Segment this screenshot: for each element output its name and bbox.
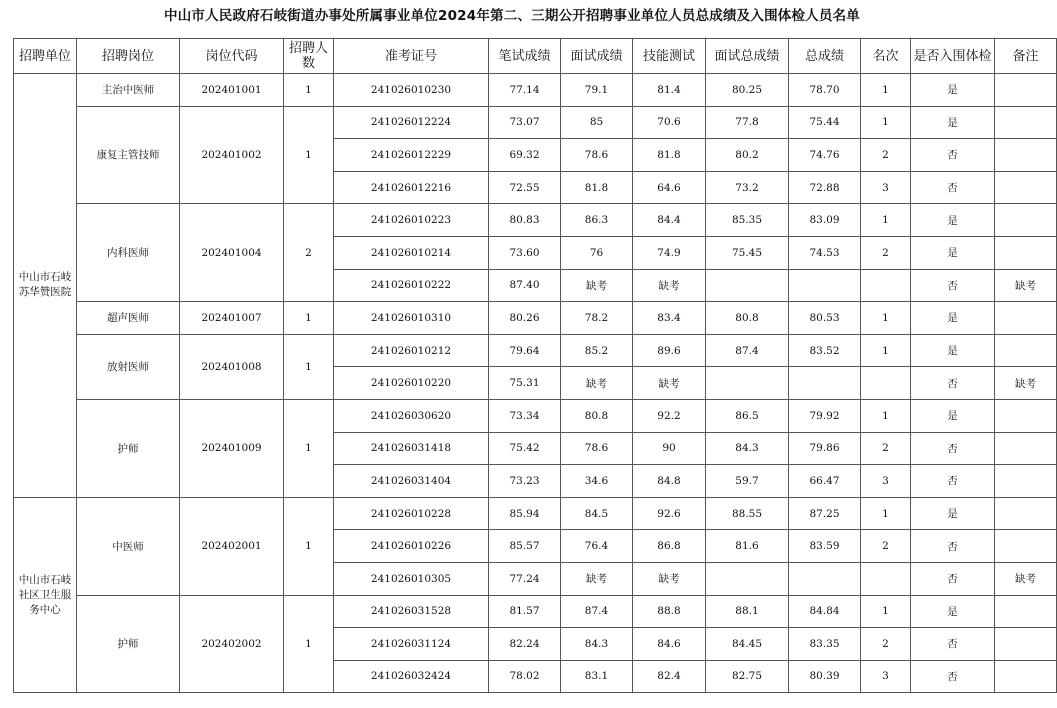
interview-score-cell: 83.1 — [561, 660, 633, 693]
physical-exam-cell: 是 — [911, 334, 995, 367]
written-score-cell: 73.07 — [489, 106, 561, 139]
written-score-cell: 81.57 — [489, 595, 561, 628]
written-score-cell: 73.34 — [489, 399, 561, 432]
written-score-cell: 73.23 — [489, 465, 561, 498]
exam-id-cell: 241026032424 — [334, 660, 489, 693]
interview-total-cell: 86.5 — [706, 399, 789, 432]
physical-exam-cell: 是 — [911, 236, 995, 269]
exam-id-cell: 241026010226 — [334, 530, 489, 563]
skill-score-cell: 70.6 — [633, 106, 706, 139]
table-row — [14, 302, 1057, 335]
header-count: 招聘人数 — [284, 39, 334, 74]
interview-score-cell: 缺考 — [561, 367, 633, 400]
exam-id-cell: 241026012229 — [334, 139, 489, 172]
interview-total-cell: 84.3 — [706, 432, 789, 465]
page-title: 中山市人民政府石岐街道办事处所属事业单位2024年第二、三期公开招聘事业单位人员总成绩及入围体检人员名单 — [164, 8, 860, 24]
written-score-cell: 72.55 — [489, 171, 561, 204]
header-post: 招聘岗位 — [77, 39, 180, 74]
remark-cell — [995, 465, 1057, 498]
interview-score-cell: 缺考 — [561, 562, 633, 595]
skill-score-cell: 86.8 — [633, 530, 706, 563]
hire-count-cell: 1 — [284, 497, 334, 595]
post-code-cell: 202401009 — [180, 399, 284, 497]
table-row — [14, 595, 1057, 628]
physical-exam-cell: 是 — [911, 204, 995, 237]
total-score-cell: 74.76 — [789, 139, 861, 172]
interview-score-cell: 86.3 — [561, 204, 633, 237]
interview-score-cell: 78.6 — [561, 139, 633, 172]
table-body — [14, 74, 1057, 693]
exam-id-cell: 241026031124 — [334, 628, 489, 661]
written-score-cell: 78.02 — [489, 660, 561, 693]
rank-cell: 1 — [861, 334, 911, 367]
remark-cell — [995, 302, 1057, 335]
physical-exam-cell: 是 — [911, 497, 995, 530]
written-score-cell: 73.60 — [489, 236, 561, 269]
skill-score-cell: 81.4 — [633, 74, 706, 107]
hire-count-cell: 1 — [284, 302, 334, 335]
remark-cell — [995, 432, 1057, 465]
remark-cell: 缺考 — [995, 562, 1057, 595]
interview-total-cell: 88.1 — [706, 595, 789, 628]
results-table — [13, 38, 1057, 693]
interview-total-cell: 73.2 — [706, 171, 789, 204]
physical-exam-cell: 否 — [911, 660, 995, 693]
remark-cell — [995, 497, 1057, 530]
skill-score-cell: 缺考 — [633, 562, 706, 595]
skill-score-cell: 缺考 — [633, 367, 706, 400]
physical-exam-cell: 是 — [911, 74, 995, 107]
interview-total-cell: 80.25 — [706, 74, 789, 107]
exam-id-cell: 241026010223 — [334, 204, 489, 237]
remark-cell — [995, 660, 1057, 693]
rank-cell: 1 — [861, 74, 911, 107]
remark-cell — [995, 236, 1057, 269]
total-score-cell: 66.47 — [789, 465, 861, 498]
skill-score-cell: 83.4 — [633, 302, 706, 335]
total-score-cell: 75.44 — [789, 106, 861, 139]
interview-total-cell: 80.8 — [706, 302, 789, 335]
total-score-cell — [789, 562, 861, 595]
skill-score-cell: 82.4 — [633, 660, 706, 693]
interview-total-cell: 87.4 — [706, 334, 789, 367]
total-score-cell: 74.53 — [789, 236, 861, 269]
total-score-cell: 79.92 — [789, 399, 861, 432]
post-cell: 护师 — [77, 595, 180, 693]
remark-cell — [995, 530, 1057, 563]
post-code-cell: 202402001 — [180, 497, 284, 595]
total-score-cell: 84.84 — [789, 595, 861, 628]
interview-total-cell — [706, 367, 789, 400]
skill-score-cell: 89.6 — [633, 334, 706, 367]
exam-id-cell: 241026010220 — [334, 367, 489, 400]
hire-count-cell: 1 — [284, 74, 334, 107]
remark-cell — [995, 595, 1057, 628]
skill-score-cell: 90 — [633, 432, 706, 465]
interview-total-cell — [706, 269, 789, 302]
table-row — [14, 399, 1057, 432]
written-score-cell: 87.40 — [489, 269, 561, 302]
written-score-cell: 75.42 — [489, 432, 561, 465]
written-score-cell: 82.24 — [489, 628, 561, 661]
table-row — [14, 334, 1057, 367]
remark-cell — [995, 204, 1057, 237]
post-code-cell: 202401004 — [180, 204, 284, 302]
rank-cell — [861, 367, 911, 400]
total-score-cell: 80.53 — [789, 302, 861, 335]
rank-cell: 3 — [861, 465, 911, 498]
post-cell: 康复主管技师 — [77, 106, 180, 204]
exam-id-cell: 241026010305 — [334, 562, 489, 595]
rank-cell: 1 — [861, 302, 911, 335]
rank-cell: 1 — [861, 399, 911, 432]
interview-score-cell: 78.2 — [561, 302, 633, 335]
total-score-cell: 83.52 — [789, 334, 861, 367]
post-cell: 主治中医师 — [77, 74, 180, 107]
table-row — [14, 204, 1057, 237]
interview-score-cell: 76.4 — [561, 530, 633, 563]
rank-cell — [861, 269, 911, 302]
written-score-cell: 77.24 — [489, 562, 561, 595]
total-score-cell: 87.25 — [789, 497, 861, 530]
rank-cell: 3 — [861, 171, 911, 204]
rank-cell: 2 — [861, 432, 911, 465]
rank-cell: 2 — [861, 139, 911, 172]
total-score-cell: 80.39 — [789, 660, 861, 693]
skill-score-cell: 64.6 — [633, 171, 706, 204]
header-physical: 是否入围体检 — [911, 39, 995, 74]
header-remark: 备注 — [995, 39, 1057, 74]
total-score-cell: 83.09 — [789, 204, 861, 237]
header-total: 总成绩 — [789, 39, 861, 74]
remark-cell — [995, 74, 1057, 107]
physical-exam-cell: 否 — [911, 562, 995, 595]
exam-id-cell: 241026010310 — [334, 302, 489, 335]
interview-score-cell: 85 — [561, 106, 633, 139]
interview-score-cell: 80.8 — [561, 399, 633, 432]
unit-cell: 中山市石岐社区卫生服务中心 — [14, 497, 77, 693]
table-row — [14, 106, 1057, 139]
rank-cell: 2 — [861, 628, 911, 661]
rank-cell: 1 — [861, 204, 911, 237]
written-score-cell: 69.32 — [489, 139, 561, 172]
physical-exam-cell: 否 — [911, 139, 995, 172]
physical-exam-cell: 是 — [911, 399, 995, 432]
written-score-cell: 80.83 — [489, 204, 561, 237]
hire-count-cell: 1 — [284, 334, 334, 399]
rank-cell: 1 — [861, 595, 911, 628]
skill-score-cell: 84.4 — [633, 204, 706, 237]
physical-exam-cell: 是 — [911, 595, 995, 628]
hire-count-cell: 1 — [284, 399, 334, 497]
interview-total-cell: 77.8 — [706, 106, 789, 139]
interview-total-cell: 85.35 — [706, 204, 789, 237]
post-code-cell: 202401002 — [180, 106, 284, 204]
header-unit: 招聘单位 — [14, 39, 77, 74]
header-row — [14, 39, 1057, 74]
exam-id-cell: 241026012224 — [334, 106, 489, 139]
physical-exam-cell: 否 — [911, 465, 995, 498]
exam-id-cell: 241026010230 — [334, 74, 489, 107]
remark-cell — [995, 139, 1057, 172]
interview-total-cell: 84.45 — [706, 628, 789, 661]
post-code-cell: 202401008 — [180, 334, 284, 399]
interview-total-cell: 82.75 — [706, 660, 789, 693]
header-exam-id: 准考证号 — [334, 39, 489, 74]
exam-id-cell: 241026010228 — [334, 497, 489, 530]
written-score-cell: 77.14 — [489, 74, 561, 107]
written-score-cell: 75.31 — [489, 367, 561, 400]
remark-cell — [995, 628, 1057, 661]
total-score-cell — [789, 269, 861, 302]
header-interview-total: 面试总成绩 — [706, 39, 789, 74]
total-score-cell — [789, 367, 861, 400]
interview-total-cell — [706, 562, 789, 595]
post-cell: 超声医师 — [77, 302, 180, 335]
remark-cell: 缺考 — [995, 269, 1057, 302]
remark-cell — [995, 334, 1057, 367]
interview-total-cell: 88.55 — [706, 497, 789, 530]
skill-score-cell: 92.2 — [633, 399, 706, 432]
post-cell: 内科医师 — [77, 204, 180, 302]
total-score-cell: 78.70 — [789, 74, 861, 107]
interview-score-cell: 84.5 — [561, 497, 633, 530]
interview-score-cell: 84.3 — [561, 628, 633, 661]
header-code: 岗位代码 — [180, 39, 284, 74]
hire-count-cell: 1 — [284, 106, 334, 204]
exam-id-cell: 241026031418 — [334, 432, 489, 465]
post-code-cell: 202401007 — [180, 302, 284, 335]
exam-id-cell: 241026010222 — [334, 269, 489, 302]
header-interview: 面试成绩 — [561, 39, 633, 74]
interview-total-cell: 75.45 — [706, 236, 789, 269]
remark-cell — [995, 399, 1057, 432]
exam-id-cell: 241026031528 — [334, 595, 489, 628]
interview-total-cell: 80.2 — [706, 139, 789, 172]
header-rank: 名次 — [861, 39, 911, 74]
rank-cell: 3 — [861, 660, 911, 693]
skill-score-cell: 84.8 — [633, 465, 706, 498]
skill-score-cell: 81.8 — [633, 139, 706, 172]
interview-score-cell: 78.6 — [561, 432, 633, 465]
exam-id-cell: 241026010214 — [334, 236, 489, 269]
hire-count-cell: 2 — [284, 204, 334, 302]
written-score-cell: 79.64 — [489, 334, 561, 367]
exam-id-cell: 241026010212 — [334, 334, 489, 367]
rank-cell: 2 — [861, 236, 911, 269]
post-code-cell: 202401001 — [180, 74, 284, 107]
post-cell: 放射医师 — [77, 334, 180, 399]
unit-cell: 中山市石岐苏华赞医院 — [14, 74, 77, 498]
interview-score-cell: 76 — [561, 236, 633, 269]
post-code-cell: 202402002 — [180, 595, 284, 693]
interview-score-cell: 缺考 — [561, 269, 633, 302]
total-score-cell: 79.86 — [789, 432, 861, 465]
written-score-cell: 80.26 — [489, 302, 561, 335]
remark-cell: 缺考 — [995, 367, 1057, 400]
remark-cell — [995, 171, 1057, 204]
physical-exam-cell: 否 — [911, 367, 995, 400]
header-skill: 技能测试 — [633, 39, 706, 74]
exam-id-cell: 241026030620 — [334, 399, 489, 432]
interview-score-cell: 85.2 — [561, 334, 633, 367]
rank-cell: 1 — [861, 497, 911, 530]
rank-cell: 2 — [861, 530, 911, 563]
total-score-cell: 83.59 — [789, 530, 861, 563]
physical-exam-cell: 否 — [911, 432, 995, 465]
physical-exam-cell: 是 — [911, 106, 995, 139]
physical-exam-cell: 否 — [911, 269, 995, 302]
written-score-cell: 85.94 — [489, 497, 561, 530]
rank-cell — [861, 562, 911, 595]
table-row — [14, 74, 1057, 107]
total-score-cell: 72.88 — [789, 171, 861, 204]
interview-score-cell: 87.4 — [561, 595, 633, 628]
written-score-cell: 85.57 — [489, 530, 561, 563]
post-cell: 中医师 — [77, 497, 180, 595]
post-cell: 护师 — [77, 399, 180, 497]
interview-score-cell: 81.8 — [561, 171, 633, 204]
interview-score-cell: 34.6 — [561, 465, 633, 498]
table-row — [14, 497, 1057, 530]
rank-cell: 1 — [861, 106, 911, 139]
skill-score-cell: 88.8 — [633, 595, 706, 628]
interview-total-cell: 81.6 — [706, 530, 789, 563]
physical-exam-cell: 否 — [911, 628, 995, 661]
skill-score-cell: 缺考 — [633, 269, 706, 302]
exam-id-cell: 241026031404 — [334, 465, 489, 498]
skill-score-cell: 74.9 — [633, 236, 706, 269]
interview-score-cell: 79.1 — [561, 74, 633, 107]
header-written: 笔试成绩 — [489, 39, 561, 74]
hire-count-cell: 1 — [284, 595, 334, 693]
interview-total-cell: 59.7 — [706, 465, 789, 498]
physical-exam-cell: 否 — [911, 171, 995, 204]
physical-exam-cell: 是 — [911, 302, 995, 335]
physical-exam-cell: 否 — [911, 530, 995, 563]
skill-score-cell: 92.6 — [633, 497, 706, 530]
skill-score-cell: 84.6 — [633, 628, 706, 661]
total-score-cell: 83.35 — [789, 628, 861, 661]
remark-cell — [995, 106, 1057, 139]
exam-id-cell: 241026012216 — [334, 171, 489, 204]
